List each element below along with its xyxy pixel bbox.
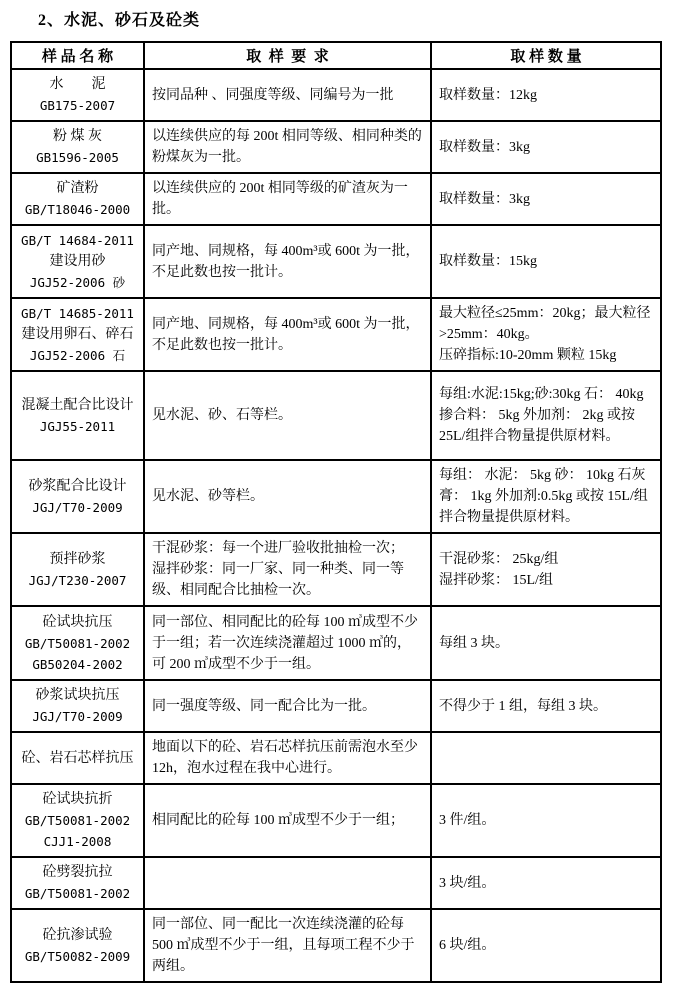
requirement-line: 见水泥、砂、石等栏。 (152, 408, 292, 423)
quantity-cell (431, 533, 661, 606)
quantity-line: 3 块/组。 (439, 875, 496, 891)
sample-name-cell (11, 121, 144, 173)
quantity-cell (431, 371, 661, 460)
sample-name-line: 水 泥 (49, 77, 106, 92)
requirement-cell (144, 784, 431, 857)
sample-name-line: GB/T50081-2002 (24, 886, 131, 901)
sample-name-line: GB/T 14685-2011 (21, 306, 134, 321)
requirement-line: 地面以下的砼、岩石芯样抗压前需泡水至少 12h，泡水过程在我中心进行。 (152, 740, 418, 776)
quantity-line: 压碎指标:10-20mm 颗粒 15kg (439, 348, 617, 363)
sample-name-line: GB1596-2005 (36, 150, 119, 165)
sample-name-line: 矿渣粉 (56, 181, 99, 196)
quantity-cell (431, 784, 661, 857)
quantity-line: 3 件/组。 (439, 813, 496, 828)
page-title: 2、水泥、砂石及砼类 (38, 12, 201, 29)
sample-name-cell (11, 371, 144, 460)
sample-name-line: 砼、岩石芯样抗压 (21, 750, 134, 766)
table-row (11, 298, 661, 371)
quantity-line: 取样数量：15kg (439, 254, 537, 269)
quantity-line: 取样数量：3kg (439, 191, 530, 207)
requirement-cell (144, 121, 431, 173)
requirement-cell (144, 732, 431, 784)
requirement-line: 湿拌砂浆：同一厂家、同一种类、同一等级、相同配合比抽检一次。 (152, 562, 404, 598)
sample-name-line: GB50204-2002 (32, 656, 123, 672)
sample-name-cell (11, 732, 144, 784)
table-row (11, 460, 661, 533)
sample-name-cell (11, 533, 144, 606)
requirement-cell (144, 909, 431, 982)
table-row (11, 606, 661, 680)
sample-name-line: GB175-2007 (39, 98, 116, 113)
requirement-line: 见水泥、砂等栏。 (152, 489, 264, 504)
sample-name-line: 砼试块抗压 (42, 614, 113, 630)
col-header-sample-name: 样 品 名 称 (11, 42, 144, 69)
requirement-cell (144, 680, 431, 732)
quantity-line: 每组 3 块。 (439, 635, 509, 651)
requirement-line: 相同配比的砼每 100 ㎥成型不少于一组； (152, 813, 404, 828)
sample-name-cell (11, 225, 144, 298)
sample-name-line: JGJ52-2006 石 (29, 348, 126, 363)
requirement-cell (144, 69, 431, 121)
sample-name-line: 砼抗渗试验 (42, 927, 113, 943)
quantity-cell (431, 69, 661, 121)
sample-name-cell (11, 69, 144, 121)
sample-name-cell (11, 909, 144, 982)
col-header-sampling-quantity: 取 样 数 量 (431, 42, 661, 69)
sample-name-line: JGJ/T70-2009 (32, 709, 123, 724)
sample-name-line: JGJ55-2011 (39, 418, 116, 434)
sample-name-line: GB/T50081-2002 (24, 813, 131, 828)
table-row (11, 909, 661, 982)
quantity-cell (431, 173, 661, 225)
requirement-line: 同一部位、相同配比的砼每 100 ㎥成型不少于一组；若一次连续浇灌超过 1000 ㎥的，可 200 ㎥成型不少于一组。 (152, 614, 418, 672)
requirement-line: 同一强度等级、同一配合比为一批。 (152, 698, 376, 714)
requirement-cell (144, 298, 431, 371)
quantity-cell (431, 606, 661, 680)
requirement-line: 同产地、同规格，每 400m³或 600t 为一批，不足此数也按一批计。 (152, 316, 420, 353)
table-row (11, 121, 661, 173)
sample-name-line: GB/T 14684-2011 (21, 233, 134, 248)
quantity-line: 每组:水泥:15kg;砂:30kg 石： 40kg 掺合料： 5kg 外加剂： 2kg 或按 25L/组拌合物量提供原材料。 (439, 387, 644, 444)
quantity-cell (431, 298, 661, 371)
sample-name-line: 混凝土配合比设计 (21, 397, 134, 413)
quantity-cell (431, 121, 661, 173)
sample-name-cell (11, 784, 144, 857)
table-row (11, 784, 661, 857)
sample-name-cell (11, 460, 144, 533)
requirement-line: 干混砂浆：每一个进厂验收批抽检一次； (152, 541, 404, 556)
requirement-cell (144, 173, 431, 225)
sample-name-cell (11, 680, 144, 732)
sample-name-line: GB/T18046-2000 (24, 202, 131, 217)
requirement-cell (144, 533, 431, 606)
table-row (11, 173, 661, 225)
quantity-line: 湿拌砂浆： 15L/组 (439, 572, 553, 588)
sample-name-line: JGJ/T70-2009 (32, 499, 123, 515)
sample-name-line: CJJ1-2008 (43, 834, 112, 849)
sample-name-line: 建设用卵石、碎石 (21, 327, 134, 342)
requirement-cell (144, 371, 431, 460)
quantity-cell (431, 857, 661, 909)
table-row (11, 371, 661, 460)
quantity-line: 取样数量：3kg (439, 139, 530, 155)
quantity-line: 不得少于 1 组，每组 3 块。 (439, 698, 607, 714)
quantity-line: 最大粒径≤25mm：20kg；最大粒径>25mm：40kg。 (439, 306, 651, 342)
requirement-cell (144, 460, 431, 533)
sample-name-line: GB/T50081-2002 (24, 635, 131, 651)
sample-name-cell (11, 606, 144, 680)
table-row (11, 680, 661, 732)
quantity-cell (431, 909, 661, 982)
requirement-line: 同一部位、同一配比一次连续浇灌的砼每 500 ㎥成型不少于一组，且每项工程不少于两组。 (152, 917, 415, 974)
sample-name-cell (11, 298, 144, 371)
quantity-line: 6 块/组。 (439, 938, 496, 953)
quantity-cell (431, 225, 661, 298)
requirement-cell (144, 857, 431, 909)
sample-name-cell (11, 857, 144, 909)
table-row (11, 69, 661, 121)
quantity-line: 取样数量：12kg (439, 87, 537, 103)
sample-name-line: 砂浆试块抗压 (35, 688, 120, 703)
requirement-cell (144, 606, 431, 680)
requirement-line: 以连续供应的 200t 相同等级的矿渣灰为一批。 (152, 181, 408, 217)
table-row (11, 225, 661, 298)
quantity-cell (431, 680, 661, 732)
sample-name-line: 预拌砂浆 (49, 551, 106, 567)
sample-name-line: JGJ/T230-2007 (28, 572, 127, 588)
sampling-table (10, 41, 662, 983)
sample-name-line: 粉 煤 灰 (53, 129, 102, 144)
requirement-line: 以连续供应的每 200t 相同等级、相同种类的粉煤灰为一批。 (152, 129, 422, 165)
header-row (11, 42, 661, 69)
sample-name-line: JGJ52-2006 砂 (29, 275, 126, 290)
table-row (11, 533, 661, 606)
sample-name-line: 建设用砂 (49, 254, 106, 269)
requirement-line: 同产地、同规格，每 400m³或 600t 为一批，不足此数也按一批计。 (152, 243, 420, 280)
quantity-cell (431, 732, 661, 784)
sample-name-cell (11, 173, 144, 225)
requirement-cell (144, 225, 431, 298)
sample-name-line: 砂浆配合比设计 (28, 478, 127, 494)
quantity-cell (431, 460, 661, 533)
quantity-line: 干混砂浆： 25kg/组 (439, 551, 559, 567)
quantity-line: 每组： 水泥： 5kg 砂： 10kg 石灰膏： 1kg 外加剂:0.5kg 或按 15L/组拌合物量提供原材料。 (439, 468, 648, 525)
table-row (11, 857, 661, 909)
table-row (11, 732, 661, 784)
requirement-line: 按同品种 、同强度等级、同编号为一批 (152, 87, 394, 103)
col-header-sampling-requirement: 取 样 要 求 (144, 42, 431, 69)
sample-name-line: GB/T50082-2009 (24, 948, 131, 964)
sample-name-line: 砼劈裂抗拉 (42, 865, 113, 880)
sample-name-line: 砼试块抗折 (42, 792, 113, 807)
